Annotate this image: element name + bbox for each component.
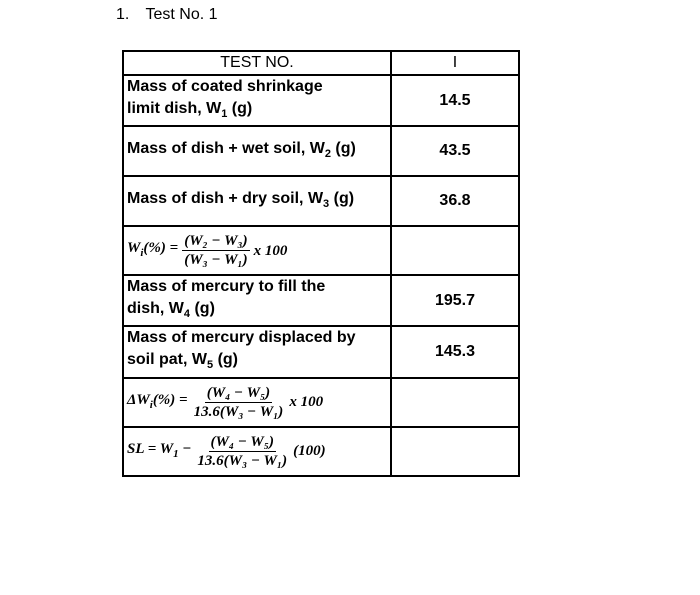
row-value-wi	[391, 226, 519, 275]
row-value-dwi	[391, 378, 519, 427]
table-row-w1	[123, 75, 519, 126]
table-row-w2	[123, 126, 519, 176]
formula-sl-denominator: 13.6(W₃ − W₁)	[197, 452, 288, 469]
table-row-w4	[123, 275, 519, 326]
row-label-w5-line2: soil pat, $W_5$ (g)	[127, 351, 238, 372]
header-test-no: TEST NO.	[123, 51, 391, 75]
row-value-sl	[391, 427, 519, 476]
heading-text: Test No. 1	[145, 6, 218, 23]
row-value-w4: 195.7	[391, 275, 519, 326]
table-row-w3	[123, 176, 519, 226]
table-row-wi-formula	[123, 226, 519, 275]
row-label-w5	[123, 326, 391, 377]
row-value-w1: 14.5	[391, 75, 519, 126]
formula-dwi: $\Delta W_i(\%)$ = $\frac{\text{(W₄ − W₅)}}{\text{13.6(W₃ − W₁)}}$ x 100	[123, 378, 391, 427]
row-label-w4-line2: dish, $W_4$ (g)	[127, 300, 215, 321]
table-row-dwi-formula	[123, 378, 519, 427]
row-value-w5: 145.3	[391, 326, 519, 377]
document-heading	[116, 6, 218, 24]
row-value-w2: 43.5	[391, 126, 519, 176]
formula-sl-numerator: (W₄ − W₅)	[210, 433, 274, 450]
formula-sl: SL = $W_1$ − $\frac{\text{(W₄ − W₅)}}{\text{13.6(W₃ − W₁)}}$ (100)	[123, 427, 391, 476]
formula-dwi-denominator: 13.6(W₃ − W₁)	[193, 403, 284, 420]
formula-dwi-numerator: (W₄ − W₅)	[206, 384, 271, 401]
row-label-w1	[123, 75, 391, 126]
row-label-w2: Mass of dish + wet soil, $W_2$ (g)	[123, 126, 391, 176]
formula-wi-numerator: (W₂ − W₃)	[184, 233, 248, 250]
table-row-w5	[123, 326, 519, 377]
table-header-row	[123, 51, 519, 75]
heading-number: 1.	[116, 6, 130, 23]
formula-wi-denominator: (W₃ − W₁)	[184, 252, 248, 269]
formula-wi: $W_i(\%)$ = $\frac{\text{(W₂ − W₃)}}{\text{(W₃ − W₁)}}$ x 100	[123, 226, 391, 275]
row-label-w4-line1: Mass of mercury to fill the	[127, 278, 326, 296]
row-label-w1-line1: Mass of coated shrinkage	[127, 78, 323, 95]
table-row-sl-formula	[123, 427, 519, 476]
row-label-w4	[123, 275, 391, 326]
header-test-id: I	[391, 51, 519, 75]
row-value-w3: 36.8	[391, 176, 519, 226]
row-label-w5-line1: Mass of mercury displaced by	[127, 329, 356, 347]
test-results-table	[122, 50, 520, 477]
row-label-w1-line2: limit dish, $W_1$ (g)	[127, 100, 253, 121]
row-label-w3: Mass of dish + dry soil, $W_3$ (g)	[123, 176, 391, 226]
